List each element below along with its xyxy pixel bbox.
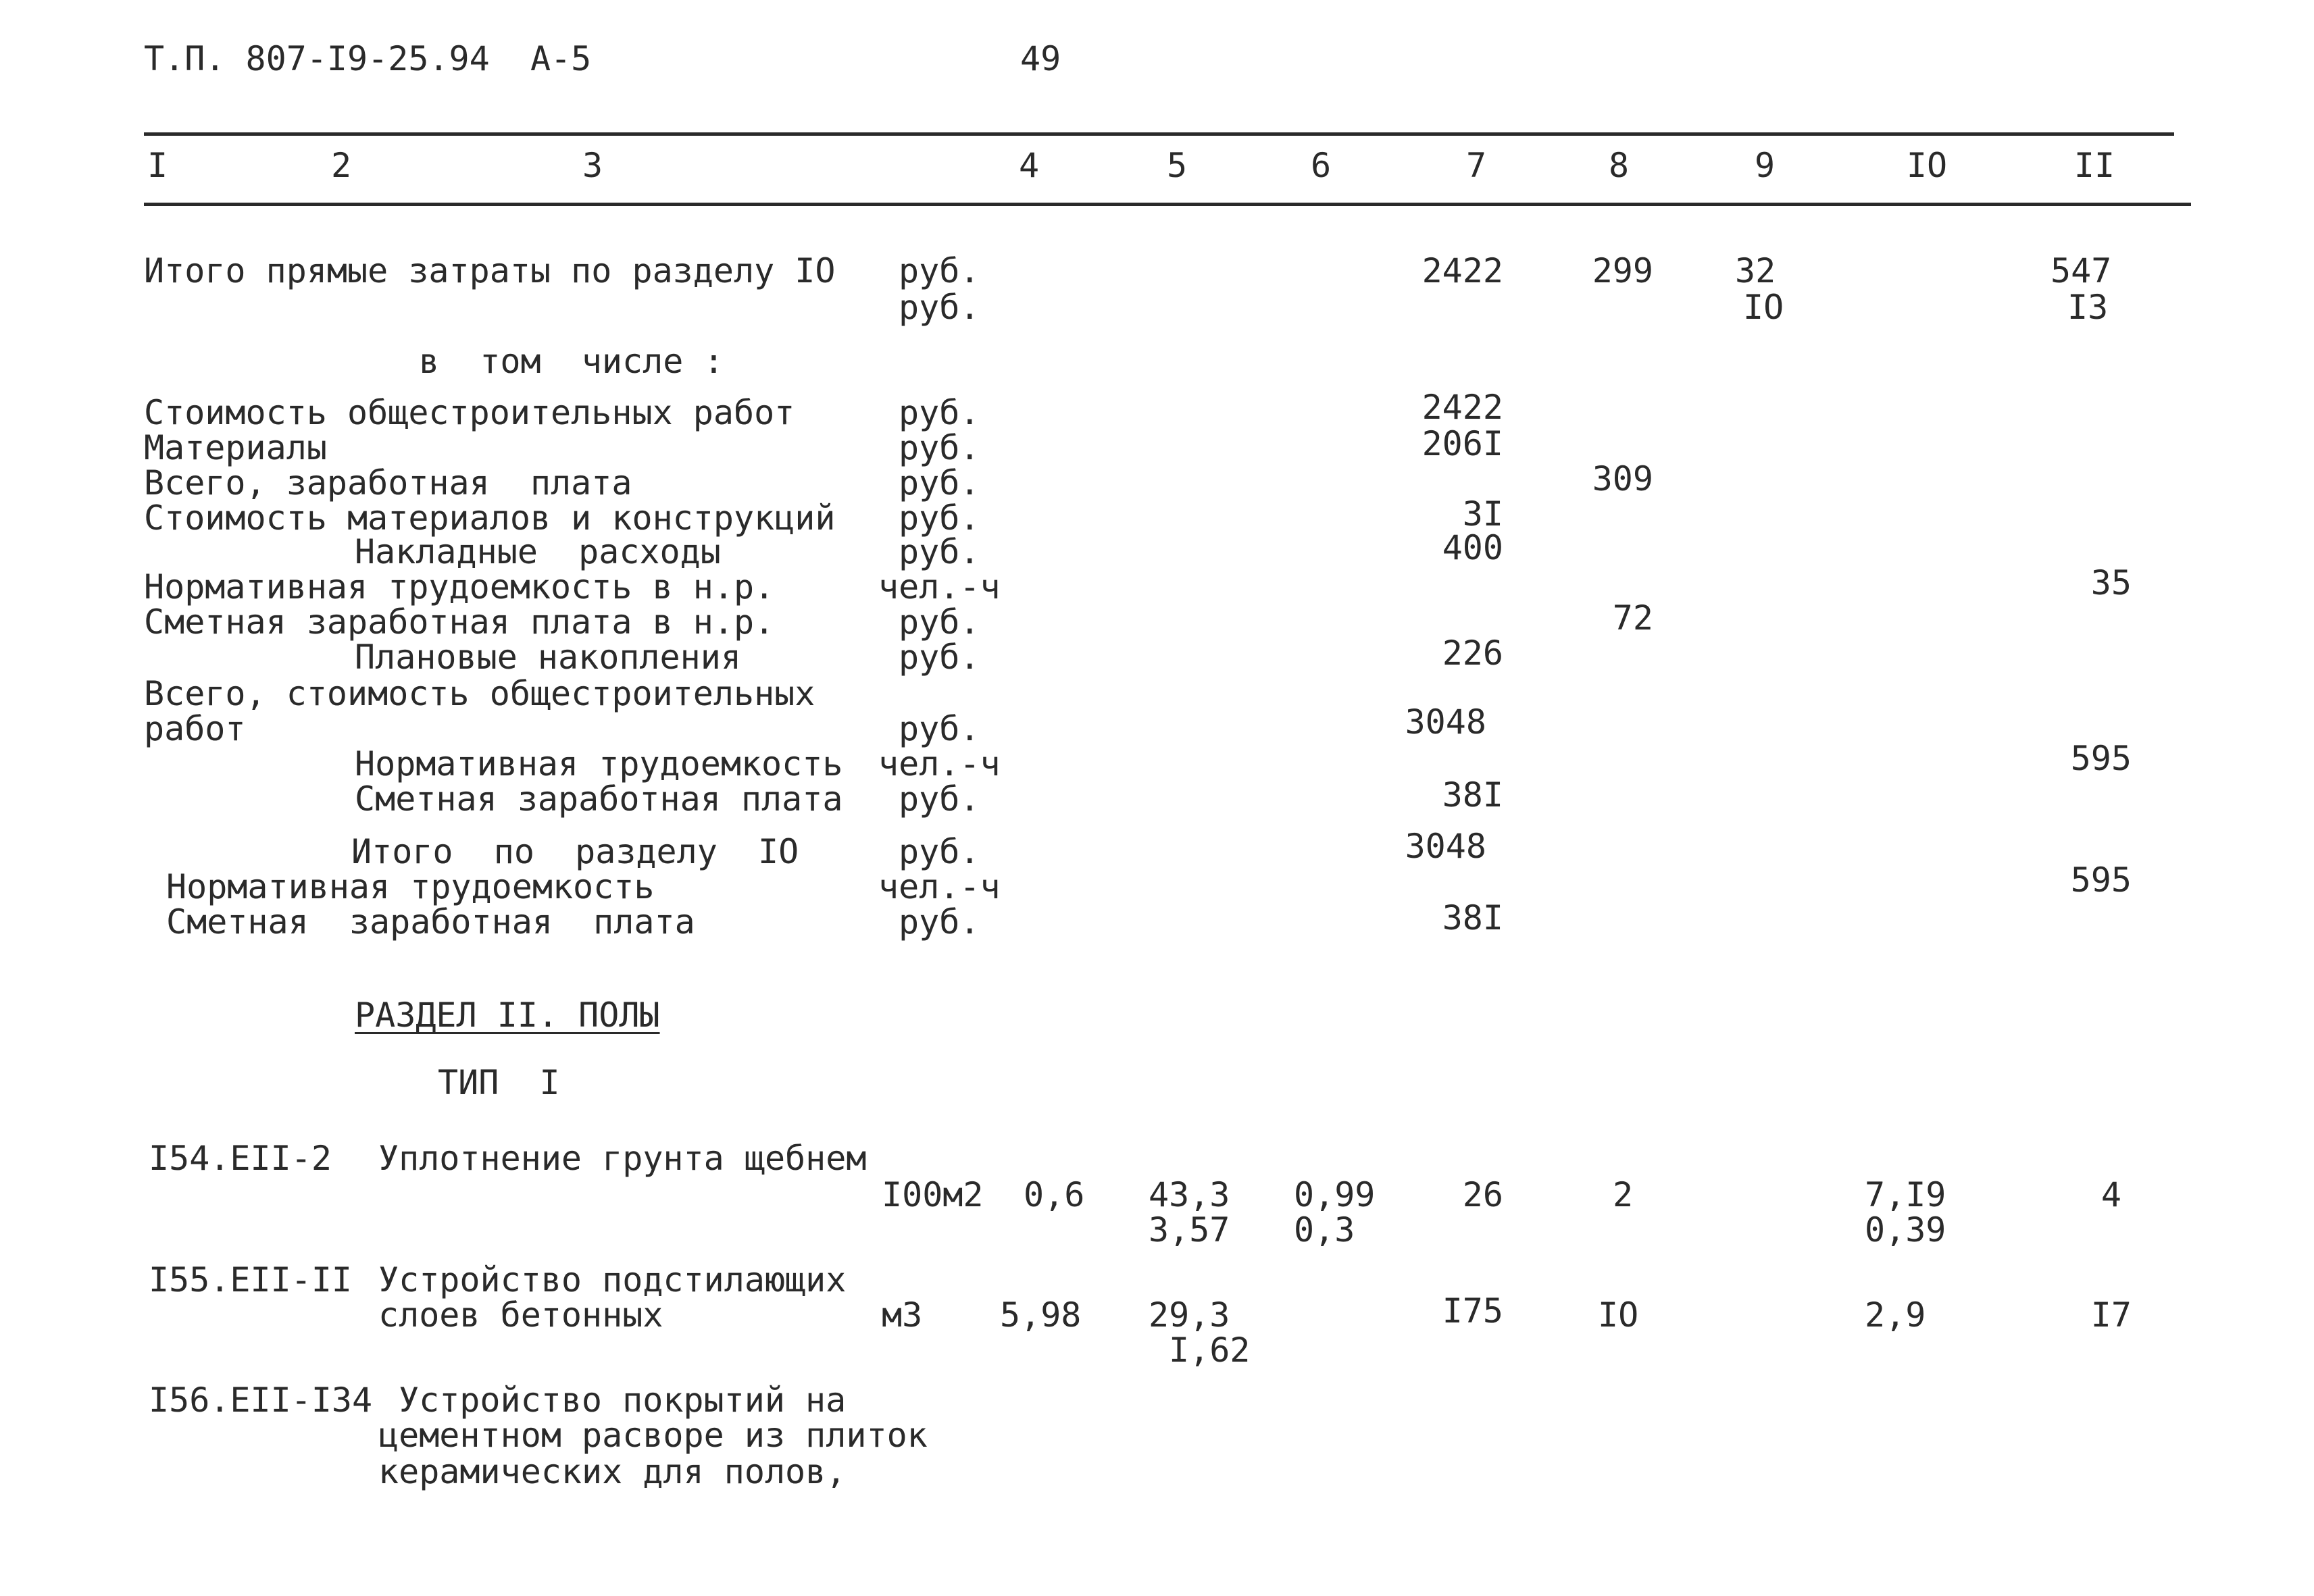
row-label: Плановые накопления	[355, 638, 741, 677]
value: 35	[2090, 563, 2132, 602]
column-number: 6	[1310, 146, 1332, 185]
row-label: работ	[144, 709, 246, 748]
item-code: I55.ЕII-II	[149, 1260, 353, 1299]
column-number: 8	[1608, 146, 1630, 185]
row-label: Стоимость материалов и конструкций	[144, 498, 836, 538]
item-description: Устройство покрытий на	[399, 1381, 847, 1420]
value: I,62	[1169, 1331, 1251, 1370]
value: 299	[1592, 251, 1653, 290]
column-number: 2	[330, 146, 352, 185]
item-description: цементном расворе из плиток	[378, 1416, 928, 1455]
value: 2422	[1422, 251, 1503, 290]
row-label: Нормативная трудоемкость	[355, 744, 843, 783]
value: 0,6	[1024, 1175, 1085, 1214]
unit: руб.	[899, 498, 980, 538]
unit: руб.	[899, 832, 980, 871]
value: IO	[1743, 288, 1784, 327]
item-code: I54.ЕII-2	[149, 1139, 332, 1178]
unit: м3	[882, 1295, 923, 1335]
page-number: 49	[1020, 39, 1061, 78]
totals-title: Итого прямые затраты по разделу IO	[144, 251, 836, 290]
row-label: Всего, заработная плата	[144, 463, 632, 503]
value: 3,57	[1149, 1210, 1230, 1250]
value: 3048	[1405, 827, 1486, 866]
unit: руб.	[899, 532, 980, 571]
value: 2422	[1422, 388, 1503, 427]
unit: I00м2	[882, 1175, 984, 1214]
row-label: Сметная заработная плата	[166, 902, 695, 942]
unit: руб.	[899, 251, 980, 290]
unit: руб.	[899, 428, 980, 467]
unit: чел.-ч	[878, 744, 1001, 783]
column-number: 7	[1465, 146, 1487, 185]
value: 0,3	[1294, 1210, 1355, 1250]
row-label: Нормативная трудоемкость в н.р.	[144, 567, 775, 607]
value: I7	[2090, 1295, 2132, 1335]
header-rule-bottom	[144, 203, 2191, 206]
value: 206I	[1422, 424, 1503, 463]
column-number: 9	[1754, 146, 1776, 185]
value: I3	[2067, 288, 2109, 327]
column-number: IO	[1906, 146, 1948, 185]
value: 2,9	[1865, 1295, 1926, 1335]
doc-code: Т.П. 807-I9-25.94 А-5	[144, 39, 592, 78]
value: 32	[1735, 251, 1776, 290]
value: 5,98	[1000, 1295, 1082, 1335]
unit: руб.	[899, 902, 980, 942]
header-rule-top	[144, 132, 2174, 136]
value: 400	[1442, 528, 1503, 567]
row-label: Стоимость общестроительных работ	[144, 393, 795, 432]
unit: руб.	[899, 709, 980, 748]
value: 38I	[1442, 775, 1503, 815]
row-label: Итого по разделу IO	[351, 832, 799, 871]
unit: руб.	[899, 638, 980, 677]
section-title: РАЗДЕЛ II. ПОЛЫ	[355, 996, 660, 1035]
row-label: Нормативная трудоемкость	[166, 867, 655, 906]
item-description: Устройство подстилающих	[378, 1260, 847, 1299]
value: 0,99	[1294, 1175, 1376, 1214]
column-number: 5	[1166, 146, 1188, 185]
column-number: II	[2073, 146, 2115, 185]
item-description: слоев бетонных	[378, 1295, 663, 1335]
including-label: в том числе :	[419, 342, 724, 381]
unit: руб.	[899, 779, 980, 819]
value: I75	[1442, 1291, 1503, 1331]
column-number: I	[147, 146, 168, 185]
value: 3I	[1462, 494, 1503, 534]
section-type: ТИП I	[438, 1063, 560, 1102]
item-description: керамических для полов,	[378, 1452, 847, 1491]
item-code: I56.ЕII-I34	[149, 1381, 373, 1420]
unit: руб.	[899, 288, 980, 327]
value: IO	[1598, 1295, 1639, 1335]
item-description: Уплотнение грунта щебнем	[378, 1139, 867, 1178]
value: 595	[2070, 860, 2132, 900]
row-label: Материалы	[144, 428, 327, 467]
value: 72	[1612, 598, 1653, 638]
row-label: Всего, стоимость общестроительных	[144, 674, 815, 713]
unit: чел.-ч	[878, 567, 1001, 607]
row-label: Сметная заработная плата в н.р.	[144, 602, 775, 642]
value: 309	[1592, 459, 1653, 498]
unit: руб.	[899, 393, 980, 432]
value: 595	[2070, 739, 2132, 778]
column-number: 4	[1018, 146, 1040, 185]
value: 38I	[1442, 898, 1503, 937]
value: 2	[1613, 1175, 1634, 1214]
value: 43,3	[1149, 1175, 1230, 1214]
value: 7,I9	[1865, 1175, 1946, 1214]
column-number: 3	[582, 146, 603, 185]
row-label: Накладные расходы	[355, 532, 721, 571]
value: 4	[2101, 1175, 2121, 1214]
unit: руб.	[899, 463, 980, 503]
unit: чел.-ч	[878, 867, 1001, 906]
row-label: Сметная заработная плата	[355, 779, 843, 819]
value: 26	[1462, 1175, 1503, 1214]
value: 0,39	[1865, 1210, 1946, 1250]
value: 547	[2051, 251, 2112, 290]
unit: руб.	[899, 602, 980, 642]
value: 29,3	[1149, 1295, 1230, 1335]
value: 3048	[1405, 702, 1486, 742]
value: 226	[1442, 634, 1503, 673]
